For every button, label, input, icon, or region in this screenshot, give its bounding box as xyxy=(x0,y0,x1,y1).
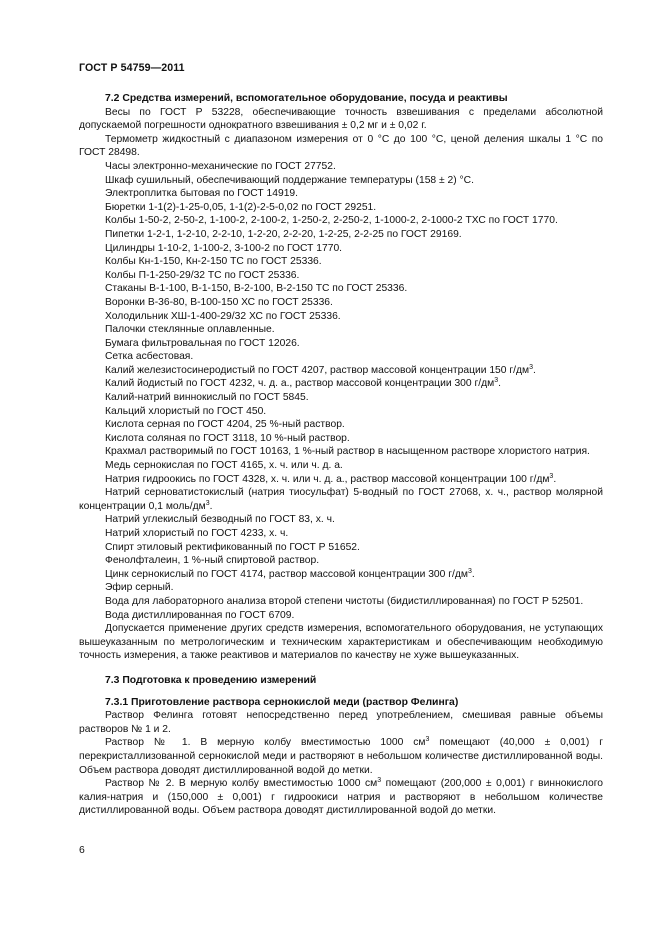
section-7-3-title: 7.3 Подготовка к проведению измерений xyxy=(105,674,317,686)
fehling-intro: Раствор Фелинга готовят непосредственно перед употреблением, смешивая равные объемы растворов № 1 и 2. xyxy=(79,710,603,735)
page-number: 6 xyxy=(79,845,85,856)
list-item: Спирт этиловый ректификованный по ГОСТ Р 51652. xyxy=(105,541,360,553)
list-item: Натрия гидроокись по ГОСТ 4328, х. ч. или ч. д. а., раствор массовой концентрации 100 $г/дм^3$. xyxy=(105,472,557,485)
solution-1-paragraph: Раствор № 1. В мерную колбу вместимостью 1000 $см^3$ помещают (40,000 ± 0,001) г перекристаллизованной сернокислой меди и растворяют в небольшом количестве дистиллированной воды. Объем раствора доводят дистиллированной водой до метки. xyxy=(79,736,603,776)
list-item: Натрий серноватистокислый (натрия тиосульфат) 5-водный по ГОСТ 27068, х. ч., раствор молярной концентрации 0,1 моль/$дм^3$. xyxy=(79,487,603,512)
allowance-paragraph: Допускается применение других средств измерения, вспомогательного оборудования, не уступающих вышеуказанным по метрологическим и техническим характеристикам и обеспечивающим необходимую точность измерения, а также реактивов и материалов по качеству не хуже вышеуказанных. xyxy=(79,623,603,662)
page-content xyxy=(79,92,603,818)
list-item: Вода дистиллированная по ГОСТ 6709. xyxy=(105,609,295,621)
list-item: Калий железистосинеродистый по ГОСТ 4207, раствор массовой концентрации 150 $г/дм^3$. xyxy=(105,363,536,376)
section-7-3-1-title: 7.3.1 Приготовление раствора сернокислой меди (раствор Фелинга) xyxy=(105,696,459,708)
list-item: Весы по ГОСТ Р 53228, обеспечивающие точность взвешивания с пределами абсолютной допускаемой погрешности однократного взвешивания ± 0,2 мг и ± 0,02 г. xyxy=(79,106,603,132)
list-item: Калий-натрий виннокислый по ГОСТ 5845. xyxy=(105,392,309,404)
list-item: Цилиндры 1-10-2, 1-100-2, 3-100-2 по ГОСТ 1770. xyxy=(105,242,343,254)
list-item: Воронки В-36-80, В-100-150 ХС по ГОСТ 25336. xyxy=(105,296,333,308)
list-item: Колбы Кн-1-150, Кн-2-150 ТС по ГОСТ 25336. xyxy=(105,256,322,268)
list-item: Сетка асбестовая. xyxy=(105,351,194,363)
list-item: Стаканы В-1-100, В-1-150, В-2-100, В-2-150 ТС по ГОСТ 25336. xyxy=(105,283,408,295)
list-item: Бюретки 1-1(2)-1-25-0,05, 1-1(2)-2-5-0,02 по ГОСТ 29251. xyxy=(105,201,377,213)
list-item: Цинк сернокислый по ГОСТ 4174, раствор массовой концентрации 300 $г/дм^3$. xyxy=(105,567,475,580)
list-item: Калий йодистый по ГОСТ 4232, ч. д. а., раствор массовой концентрации 300 $г/дм^3$. xyxy=(105,377,501,390)
list-item: Вода для лабораторного анализа второй степени чистоты (бидистиллированная) по ГОСТ Р 52501. xyxy=(105,595,584,607)
list-item: Пипетки 1-2-1, 1-2-10, 2-2-10, 1-2-20, 2-2-20, 1-2-25, 2-2-25 по ГОСТ 29169. xyxy=(105,228,462,240)
list-item: Колбы 1-50-2, 2-50-2, 1-100-2, 2-100-2, 1-250-2, 2-250-2, 1-1000-2, 2-1000-2 ТХС по ГОСТ 1770. xyxy=(105,215,558,227)
standard-header: ГОСТ Р 54759—2011 xyxy=(79,62,185,74)
list-item: Натрий хлористый по ГОСТ 4233, х. ч. xyxy=(105,528,289,539)
solution-2-paragraph: Раствор № 2. В мерную колбу вместимостью 1000 $см^3$ помещают (200,000 ± 0,001) г виннокислого калия-натрия и (150,000 ± 0,001) г гидроокиси натрия и растворяют в небольшом количестве дистиллированной воды. Объем раствора доводят дистиллированной водой до метки. xyxy=(79,777,603,817)
list-item: Часы электронно-механические по ГОСТ 27752. xyxy=(105,160,336,172)
list-item: Палочки стеклянные оплавленные. xyxy=(105,324,275,336)
list-item: Шкаф сушильный, обеспечивающий поддержание температуры (158 ± 2) °С. xyxy=(105,174,474,186)
list-item: Колбы П-1-250-29/32 ТС по ГОСТ 25336. xyxy=(105,269,300,281)
list-item: Термометр жидкостный с диапазоном измерения от 0 °С до 100 °С, ценой деления шкалы 1 °С по ГОСТ 28498. xyxy=(79,133,603,159)
list-item: Эфир серный. xyxy=(105,582,174,594)
list-item: Крахмал растворимый по ГОСТ 10163, 1 %-ный раствор в насыщенном растворе хлористого натрия. xyxy=(105,446,590,458)
list-item: Кислота серная по ГОСТ 4204, 25 %-ный раствор. xyxy=(105,419,345,431)
list-item: Кальций хлористый по ГОСТ 450. xyxy=(105,405,267,417)
list-item: Кислота соляная по ГОСТ 3118, 10 %-ный раствор. xyxy=(105,432,350,444)
list-item: Натрий углекислый безводный по ГОСТ 83, х. ч. xyxy=(105,514,335,526)
list-item: Холодильник ХШ-1-400-29/32 ХС по ГОСТ 25336. xyxy=(105,310,341,322)
list-item: Медь сернокислая по ГОСТ 4165, х. ч. или ч. д. а. xyxy=(105,460,343,472)
list-item: Фенолфталеин, 1 %-ный спиртовой раствор. xyxy=(105,555,320,567)
section-7-2-title: 7.2 Средства измерений, вспомогательное оборудование, посуда и реактивы xyxy=(105,93,508,104)
list-item: Электроплитка бытовая по ГОСТ 14919. xyxy=(105,188,299,200)
list-item: Бумага фильтровальная по ГОСТ 12026. xyxy=(105,337,300,349)
